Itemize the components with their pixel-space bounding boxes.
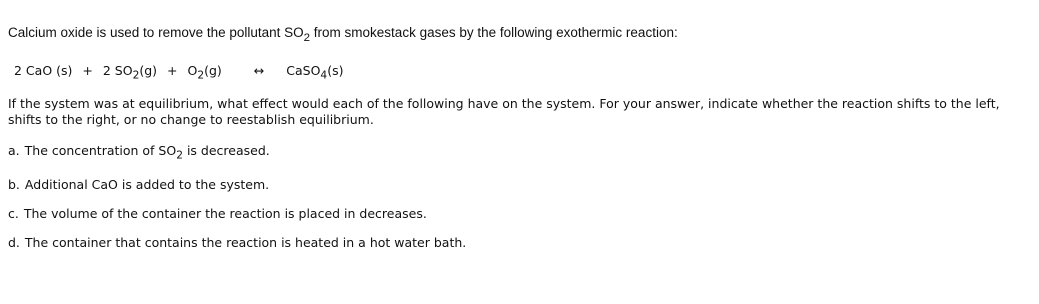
- item-letter: a.: [8, 143, 20, 158]
- product-formula: CaSO: [286, 63, 321, 78]
- reactant-so2-state: (g): [139, 63, 158, 78]
- reactant-so2-formula: 2 SO: [102, 63, 133, 78]
- item-letter: c.: [8, 206, 19, 221]
- equilibrium-arrow-icon: ↔: [253, 63, 265, 78]
- reactant-o2-formula: O: [187, 63, 198, 78]
- item-subscript: 2: [176, 148, 183, 162]
- item-text: The container that contains the reaction is heated in a hot water bath.: [24, 235, 467, 250]
- reactant-cao: 2 CaO (s): [14, 63, 73, 78]
- intro-text: [8, 25, 678, 45]
- product-subscript: 4: [320, 68, 328, 82]
- product-state: (s): [327, 63, 344, 78]
- list-item-c: [8, 206, 427, 221]
- item-text-end: is decreased.: [182, 143, 270, 158]
- item-letter: b.: [8, 177, 20, 192]
- plus-sign: +: [82, 63, 93, 78]
- reactant-o2-state: (g): [204, 63, 222, 78]
- intro-text-start: Calcium oxide is used to remove the pollutant SO: [8, 25, 304, 40]
- plus-sign: +: [167, 63, 178, 78]
- product-caso4: [286, 63, 344, 82]
- intro-text-end: from smokestack gases by the following exothermic reaction:: [310, 25, 678, 40]
- item-text: Additional CaO is added to the system.: [24, 177, 270, 192]
- intro-subscript: 2: [303, 32, 311, 45]
- list-item-d: [8, 235, 466, 250]
- list-item-b: [8, 177, 269, 192]
- reactant-o2: [187, 63, 222, 82]
- reactant-so2-subscript: 2: [132, 68, 140, 82]
- reactant-so2: [102, 63, 158, 82]
- list-item-a: [8, 143, 270, 162]
- instructions-paragraph: If the system was at equilibrium, what effect would each of the following have on the system. For your answer, indicate whether the reaction shifts to the left, shifts to the right, or no change to reestablish equilibrium.: [8, 96, 1000, 127]
- reactant-o2-subscript: 2: [197, 68, 205, 82]
- chemical-equation: [14, 63, 344, 82]
- item-letter: d.: [8, 235, 20, 250]
- item-text: The volume of the container the reaction is placed in decreases.: [23, 206, 427, 221]
- item-text: The concentration of SO: [24, 143, 177, 158]
